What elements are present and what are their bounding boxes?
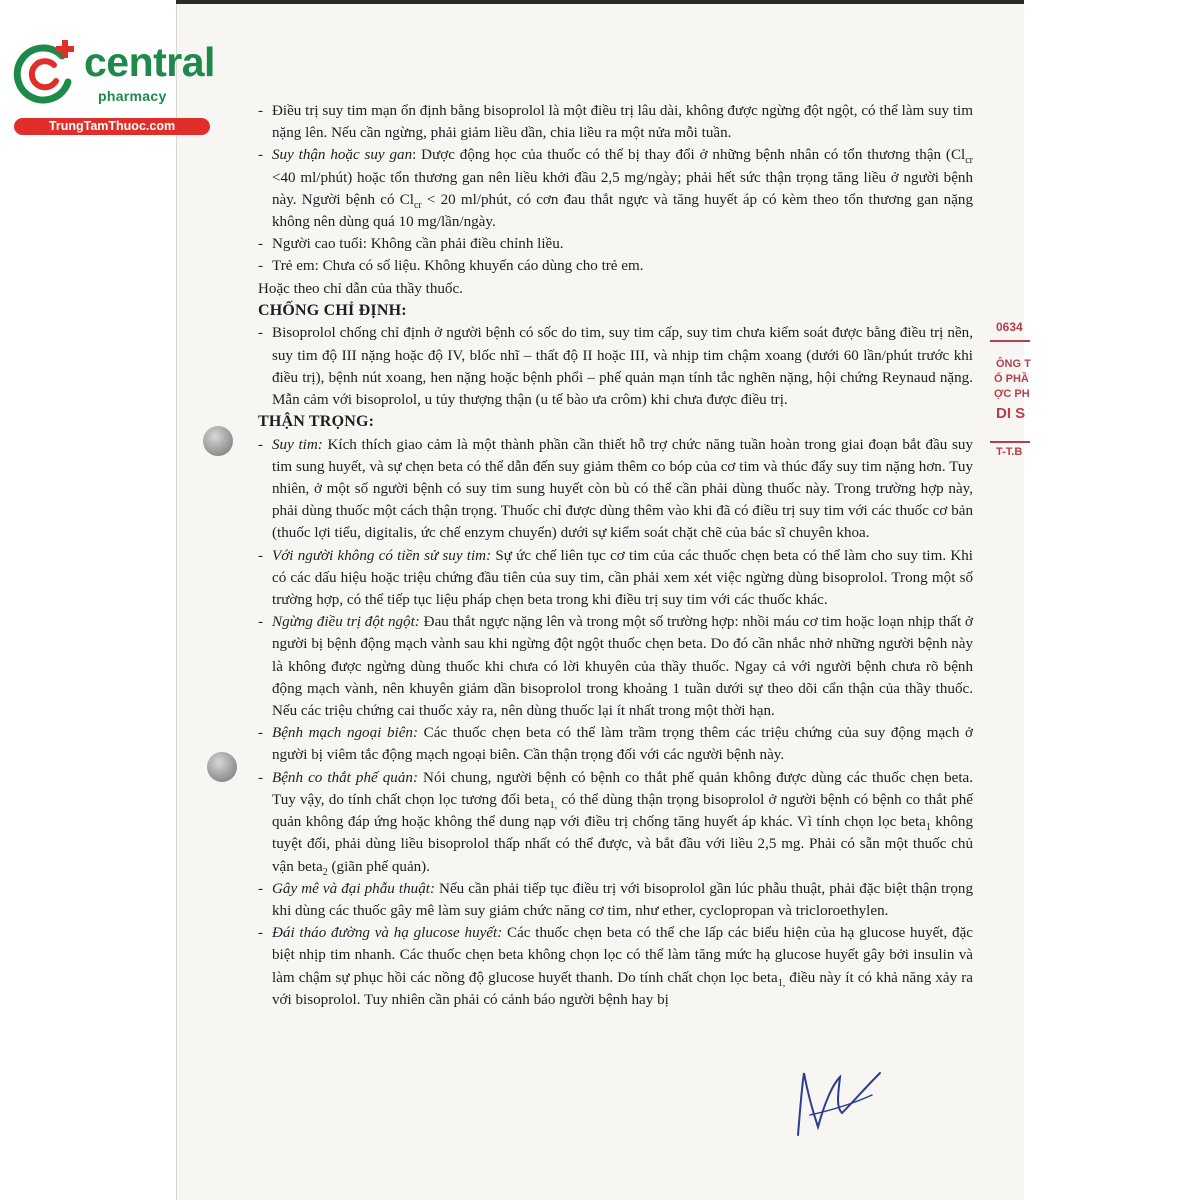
list-item: - Bệnh co thắt phế quản: Nói chung, người bệnh có bệnh co thắt phế quản không được dùng các thuốc chẹn beta. Tuy vậy, do tính chất chọn lọc tương đối beta$_{1,}$ có thể dùng thận trọng bisoprolol ở người bệnh có bệnh co thắt phế quản không đáp ứng hoặc không thể dung nạp với điều trị chống tăng huyết áp khác. Vì tính chọn lọc beta$_1$ không tuyệt đối, phải dùng liều bisoprolol thấp nhất có thể được, và bắt đầu với liều 2,5 mg. Phải có sẵn một thuốc chủ vận beta$_2$ (giãn phế quản). bbox=[258, 769, 974, 878]
list-item: - Suy tim: Kích thích giao cảm là một thành phần cần thiết hỗ trợ chức năng tuần hoàn trong giai đoạn bắt đầu suy tim sung huyết, và sự chẹn beta có thể dẫn đến suy giảm thêm co bóp của cơ tim và thúc đẩy suy tim nặng hơn. Tuy nhiên, ở một số người bệnh có suy tim sung huyết còn bù có thể cần phải dùng thuốc này. Trong trường hợp này, phải dùng thuốc một cách thận trọng. Thuốc chỉ được dùng thêm vào khi đã có điều trị suy tim với các thuốc cơ bản (thuốc lợi tiểu, digitalis, ức chế enzym chuyển) dưới sự kiểm soát chặt chẽ của bác sĩ chuyên khoa. bbox=[258, 436, 973, 542]
item-text: Điều trị suy tim mạn ổn định bằng bisoprolol là một điều trị lâu dài, không được ngừng đột ngột, có thể làm suy tim nặng lên. Nếu cần ngừng, phải giảm liều dần, chia liều ra một nửa mỗi tuần. bbox=[272, 103, 973, 142]
item-label: Đái tháo đường và hạ glucose huyết: bbox=[272, 925, 503, 942]
central-pharmacy-logo[interactable] bbox=[10, 38, 215, 138]
stamp-text-4: ỢC PH bbox=[994, 388, 1030, 400]
stamp-text-2: ÔNG T bbox=[996, 358, 1031, 370]
section-heading-precautions: THẬN TRỌNG: bbox=[258, 413, 375, 431]
punch-hole-lower bbox=[207, 752, 237, 782]
list-item: - Trẻ em: Chưa có số liệu. Không khuyến cáo dùng cho trẻ em. bbox=[258, 258, 644, 275]
red-stamp-fragment bbox=[990, 300, 1030, 480]
stamp-text-3: Ổ PHẦ bbox=[994, 373, 1029, 385]
page-margin-right bbox=[1024, 0, 1200, 1200]
item-text: Người cao tuổi: Không cần phải điều chỉnh liều. bbox=[272, 236, 564, 253]
item-text: Trẻ em: Chưa có số liệu. Không khuyến cáo dùng cho trẻ em. bbox=[272, 258, 644, 275]
list-item: - Gây mê và đại phẫu thuật: Nếu cần phải tiếp tục điều trị với bisoprolol gần lúc phẫu thuật, phải đặc biệt thận trọng khi dùng các thuốc gây mê làm suy giảm chức năng cơ tim, như ether, cyclopropan và tricloroethylen. bbox=[258, 880, 973, 919]
stamp-rule bbox=[990, 340, 1030, 342]
punch-hole-upper bbox=[203, 426, 233, 456]
list-item: - Suy thận hoặc suy gan: Dược động học của thuốc có thể bị thay đổi ở những bệnh nhân có tổn thương thận ($Cl_{cr} <40$ ml/phút) hoặc tổn thương gan nên liều khởi đầu 2,5 mg/ngày; phải hết sức thận trọng tăng liều ở người bệnh này. Người bệnh có $Cl_{cr} < 20$ ml/phút, có cơn đau thắt ngực và tăng huyết áp có kèm theo tổn thương gan nặng không nên dùng quá 10 mg/lần/ngày. bbox=[258, 147, 973, 231]
stamp-rule bbox=[990, 441, 1030, 443]
stamp-text-6: T-T.B bbox=[996, 446, 1023, 458]
logo-brand-name: central bbox=[84, 39, 215, 85]
closing-note: Hoặc theo chỉ dẫn của thầy thuốc. bbox=[258, 280, 463, 297]
pharmacy-cross-icon bbox=[10, 38, 80, 108]
list-item: - Bệnh mạch ngoại biên: Các thuốc chẹn beta có thể làm trầm trọng thêm các triệu chứng của suy động mạch ở người bị viêm tắc động mạch ngoại biên. Cần thận trọng đối với các người bệnh này. bbox=[258, 725, 974, 764]
section-heading-contraindications: CHỐNG CHỈ ĐỊNH: bbox=[258, 301, 407, 319]
item-label: Bệnh co thắt phế quản: bbox=[272, 769, 418, 786]
stamp-text-1: 0634 bbox=[996, 320, 1023, 334]
item-label: Suy thận hoặc suy gan bbox=[272, 147, 413, 164]
item-label: Với người không có tiền sử suy tim: bbox=[272, 547, 492, 564]
logo-subtitle: pharmacy bbox=[98, 88, 167, 104]
list-item: - Người cao tuổi: Không cần phải điều chỉnh liều. bbox=[258, 236, 564, 253]
stamp-text-5: DI S bbox=[996, 405, 1026, 422]
logo-website-link[interactable]: TrungTamThuoc.com bbox=[14, 118, 210, 135]
item-label: Suy tim: bbox=[272, 436, 323, 453]
item-label: Ngừng điều trị đột ngột: bbox=[272, 614, 420, 631]
leaflet-text bbox=[258, 100, 973, 1011]
list-item: - Đái tháo đường và hạ glucose huyết: Các thuốc chẹn beta có thể che lấp các biểu hiện của hạ glucose huyết, đặc biệt nhịp tim nhanh. Các thuốc chẹn beta không chọn lọc có thể làm tăng mức hạ glucose huyết gây bởi insulin và làm chậm sự phục hồi các nồng độ glucose huyết thanh. Do tính chất chọn lọc beta$_{1,}$ điều này ít có khả năng xảy ra với bisoprolol. Tuy nhiên cần phải có cảnh báo người bệnh hay bị bbox=[258, 925, 974, 1008]
item-label: Bệnh mạch ngoại biên: bbox=[272, 725, 418, 742]
list-item: - Bisoprolol chống chỉ định ở người bệnh có sốc do tim, suy tim cấp, suy tim chưa kiểm soát được bằng điều trị nền, suy tim độ III nặng hoặc độ IV, blốc nhĩ – thất độ II hoặc III, và nhịp tim chậm xoang (dưới 60 lần/phút trước khi điều trị), bệnh nút xoang, hen nặng hoặc bệnh phổi – phế quản mạn tính tắc nghẽn nặng, hội chứng Reynaud nặng. Mẫn cảm với bisoprolol, u tủy thượng thận (u tế bào ưa crôm) khi chưa được điều trị. bbox=[258, 325, 973, 408]
item-label: Gây mê và đại phẫu thuật: bbox=[272, 880, 435, 897]
list-item: - Ngừng điều trị đột ngột: Đau thắt ngực nặng lên và trong một số trường hợp: nhồi máu cơ tim hoặc loạn nhịp thất ở người bị bệnh động mạch vành sau khi ngừng đột ngột thuốc chẹn beta. Do đó cần nhắc nhở những người bệnh này là không được ngừng dùng thuốc khi chưa có lời khuyên của thầy thuốc. Ngay cả với người bệnh chưa rõ bệnh động mạch vành, nên khuyên giảm dần bisoprolol trong khoảng 1 tuần dưới sự theo dõi cẩn thận của thầy thuốc. Nếu các triệu chứng cai thuốc xảy ra, nên dùng thuốc lại ít nhất trong một thời hạn. bbox=[258, 614, 973, 720]
handwritten-signature bbox=[780, 1055, 890, 1145]
page-top-edge bbox=[176, 0, 1024, 4]
list-item: - Điều trị suy tim mạn ổn định bằng bisoprolol là một điều trị lâu dài, không được ngừng đột ngột, có thể làm suy tim nặng lên. Nếu cần ngừng, phải giảm liều dần, chia liều ra một nửa mỗi tuần. bbox=[258, 103, 973, 142]
item-text: Bisoprolol chống chỉ định ở người bệnh có sốc do tim, suy tim cấp, suy tim chưa kiểm soát được bằng điều trị nền, suy tim độ III nặng hoặc độ IV, blốc nhĩ – thất độ II hoặc III, và nhịp tim chậm xoang (dưới 60 lần/phút trước khi điều trị), bệnh nút xoang, hen nặng hoặc bệnh phổi – phế quản mạn tính tắc nghẽn nặng, hội chứng Reynaud nặng. Mẫn cảm với bisoprolol, u tủy thượng thận (u tế bào ưa crôm) khi chưa được điều trị. bbox=[272, 325, 973, 408]
list-item: - Với người không có tiền sử suy tim: Sự ức chế liên tục cơ tim của các thuốc chẹn beta có thể làm cho suy tim. Khi có các dấu hiệu hoặc triệu chứng đầu tiên của suy tim, cần phải xem xét việc ngừng dùng bisoprolol. Trong một số trường hợp, có thể tiếp tục liệu pháp chẹn beta trong khi điều trị suy tim với các thuốc khác. bbox=[258, 547, 973, 609]
